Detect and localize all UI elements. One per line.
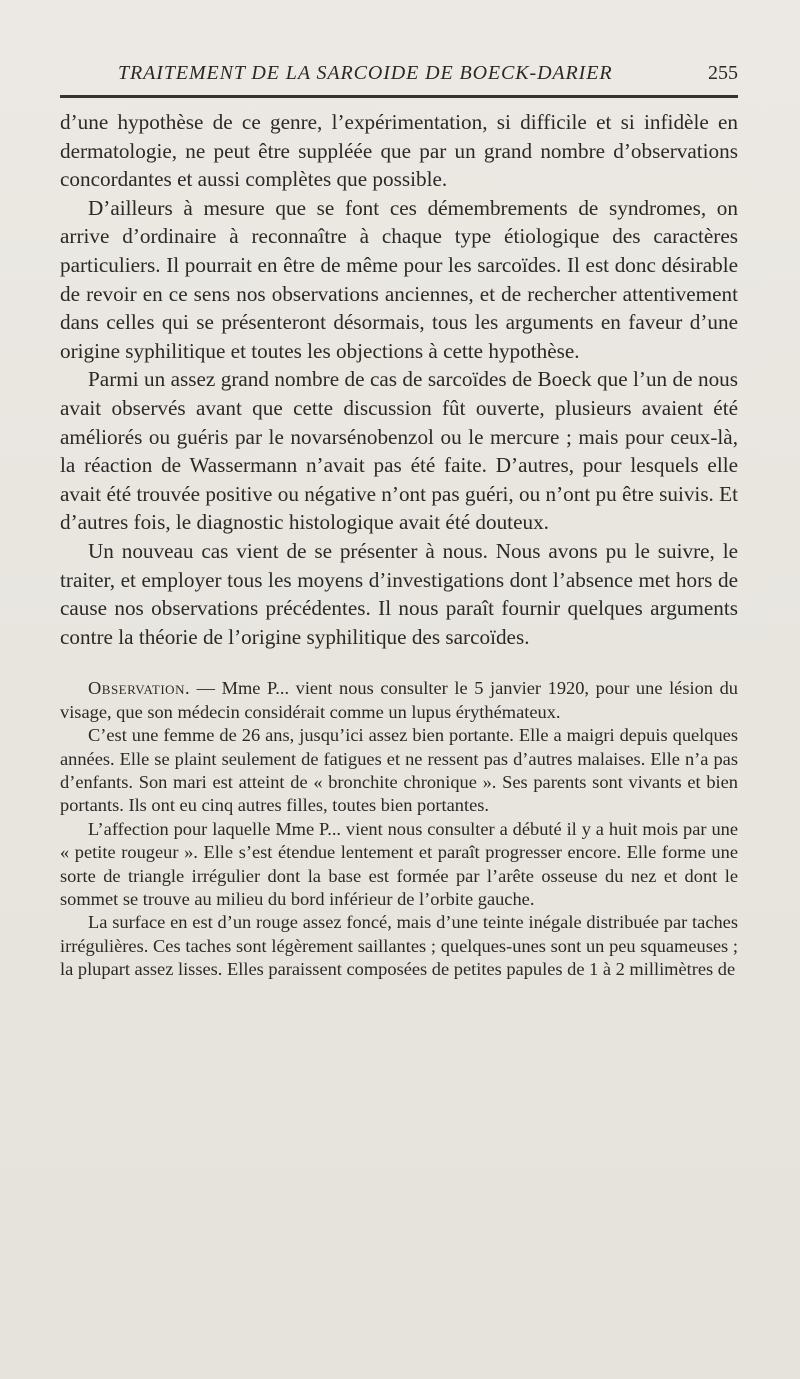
paragraph-4: Un nouveau cas vient de se présenter à nous. Nous avons pu le suivre, le traiter, et employer tous les moyens d’investigations dont l’absence met hors de cause nos observations précédentes. Il nous paraît fournir quelques arguments contre la théorie de l’origine syphilitique des sarcoïdes. xyxy=(60,538,738,649)
page-header xyxy=(60,58,738,88)
running-title: TRAITEMENT DE LA SARCOIDE DE BOECK-DARIER xyxy=(118,62,613,84)
observation-paragraph-3: La surface en est d’un rouge assez foncé, mais d’une teinte inégale distribuée par taches irrégulières. Ces taches sont légèrement saillantes ; quelques-unes sont un peu squameuses ; la plupart assez lisses. Elles paraissent composées de petites papules de 1 à 2 millimètres de xyxy=(60,912,738,980)
page-number: 255 xyxy=(708,62,738,84)
paragraph-3: Parmi un assez grand nombre de cas de sarcoïdes de Boeck que l’un de nous avait observés avant que cette discussion fût ouverte, plusieurs avaient été améliorés ou guéris par le novarsénobenzol ou le mercure ; mais pour ceux-là, la réaction de Wassermann n’avait pas été faite. D’autres, pour lesquels elle avait été trouvée positive ou négative n’ont pas guéri, ou n’ont pu être suivis. Et d’autres fois, le diagnostic histologique avait été douteux. xyxy=(60,367,738,535)
observation-paragraph-1: C’est une femme de 26 ans, jusqu’ici assez bien portante. Elle a maigri depuis quelques années. Elle se plaint seulement de fatigues et ne ressent pas d’autres malaises. Elle n’a pas d’enfants. Son mari est atteint de « bronchite chronique ». Ses parents sont vivants et bien portants. Ils ont eu cinq autres filles, toutes bien portantes. xyxy=(60,725,738,816)
observation-intro xyxy=(60,677,738,724)
observation-section xyxy=(60,677,738,981)
main-text xyxy=(60,108,738,651)
observation-paragraph-2: L’affection pour laquelle Mme P... vient nous consulter a débuté il y a huit mois par une « petite rougeur ». Elle s’est étendue lentement et paraît progresser encore. Elle forme une sorte de triangle irrégulier dont la base est formée par l’arête osseuse du nez et dont le sommet se trouve au milieu du bord inférieur de l’orbite gauche. xyxy=(60,818,738,909)
paragraph-2: D’ailleurs à mesure que se font ces démembrements de syndromes, on arrive d’ordinaire à reconnaître à chaque type étiologique des caractères particuliers. Il pourrait en être de même pour les sarcoïdes. Il est donc désirable de revoir en ce sens nos observations anciennes, et de rechercher attentivement dans celles qui se présenteront désormais, tous les arguments en faveur d’une origine syphilitique et toutes les objections à cette hypothèse. xyxy=(60,195,738,363)
observation-intro-text: — Mme P... vient nous consulter le 5 janvier 1920, pour une lésion du visage, que son médecin considérait comme un lupus érythémateux. xyxy=(60,678,738,722)
body-text xyxy=(60,108,738,982)
observation-label: Observation. xyxy=(88,678,191,699)
paragraph-1: d’une hypothèse de ce genre, l’expérimentation, si difficile et si infidèle en dermatologie, ne peut être suppléée que par un grand nombre d’observations concordantes et aussi complètes que possible. xyxy=(60,110,738,192)
header-rule xyxy=(60,95,738,98)
